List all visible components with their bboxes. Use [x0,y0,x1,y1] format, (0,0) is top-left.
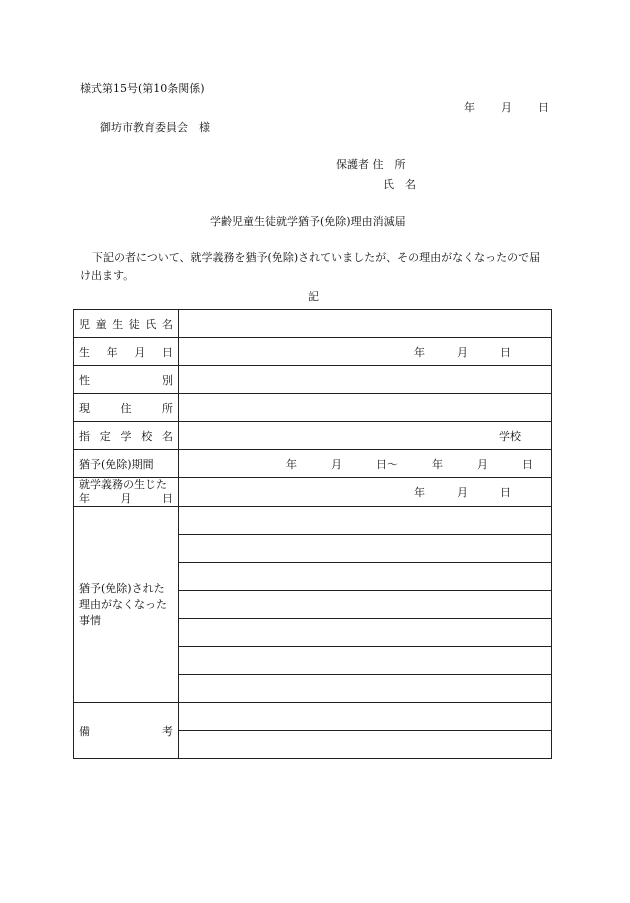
row-birthdate [74,338,552,366]
current-address-field[interactable] [179,394,552,422]
row-gender [74,366,552,394]
addressee: 御坊市教育委員会 様 [100,121,210,134]
gender-field[interactable] [179,366,552,394]
gender-label: 性 別 [74,366,179,394]
applicant-name-line: 氏 名 [383,178,416,191]
remarks-line-2[interactable] [179,731,552,759]
exemption-period-label: 猶予(免除)期間 [74,450,179,478]
date-month-label: 月 [501,101,512,114]
form-table [73,309,552,759]
current-address-label: 現 住 所 [74,394,179,422]
designated-school-field[interactable]: 学校 [179,422,552,450]
exemption-period-field[interactable]: 年 月 日～ 年 月 日 [179,450,552,478]
reason-line-6[interactable] [179,647,552,675]
form-number: 様式第15号(第10条関係) [80,82,205,95]
row-obligation-date [74,478,552,507]
reason-line-4[interactable] [179,591,552,619]
birthdate-field[interactable]: 年 月 日 [179,338,552,366]
document-title: 学齢児童生徒就学猶予(免除)理由消滅届 [210,215,406,228]
ki-heading: 記 [308,290,319,303]
remarks-label: 備 考 [74,703,179,759]
student-name-label: 児 童 生 徒 氏 名 [74,310,179,338]
row-remarks [74,703,552,731]
address-label: 住 所 [372,158,406,171]
body-text: 下記の者について、就学義務を猶予(免除)されていましたが、その理由がなくなったので届け出ます。 [80,251,541,282]
reason-label: 猶予(免除)された 理由がなくなった 事情 [74,507,179,703]
reason-line-7[interactable] [179,675,552,703]
row-reason [74,507,552,535]
obligation-date-field[interactable]: 年 月 日 [179,478,552,507]
row-school [74,422,552,450]
submission-date [464,99,549,115]
reason-line-3[interactable] [179,563,552,591]
row-address [74,394,552,422]
student-name-field[interactable] [179,310,552,338]
applicant-address-line [336,156,406,172]
obligation-date-label: 就学義務の生じた 年 月 日 [74,478,179,507]
date-day-label: 日 [538,101,549,114]
date-year-label: 年 [464,101,475,114]
row-period [74,450,552,478]
applicant-label: 保護者 [336,158,369,171]
birthdate-label: 生 年 月 日 [74,338,179,366]
row-student-name [74,310,552,338]
reason-line-1[interactable] [179,507,552,535]
reason-line-2[interactable] [179,535,552,563]
reason-line-5[interactable] [179,619,552,647]
remarks-line-1[interactable] [179,703,552,731]
designated-school-label: 指 定 学 校 名 [74,422,179,450]
